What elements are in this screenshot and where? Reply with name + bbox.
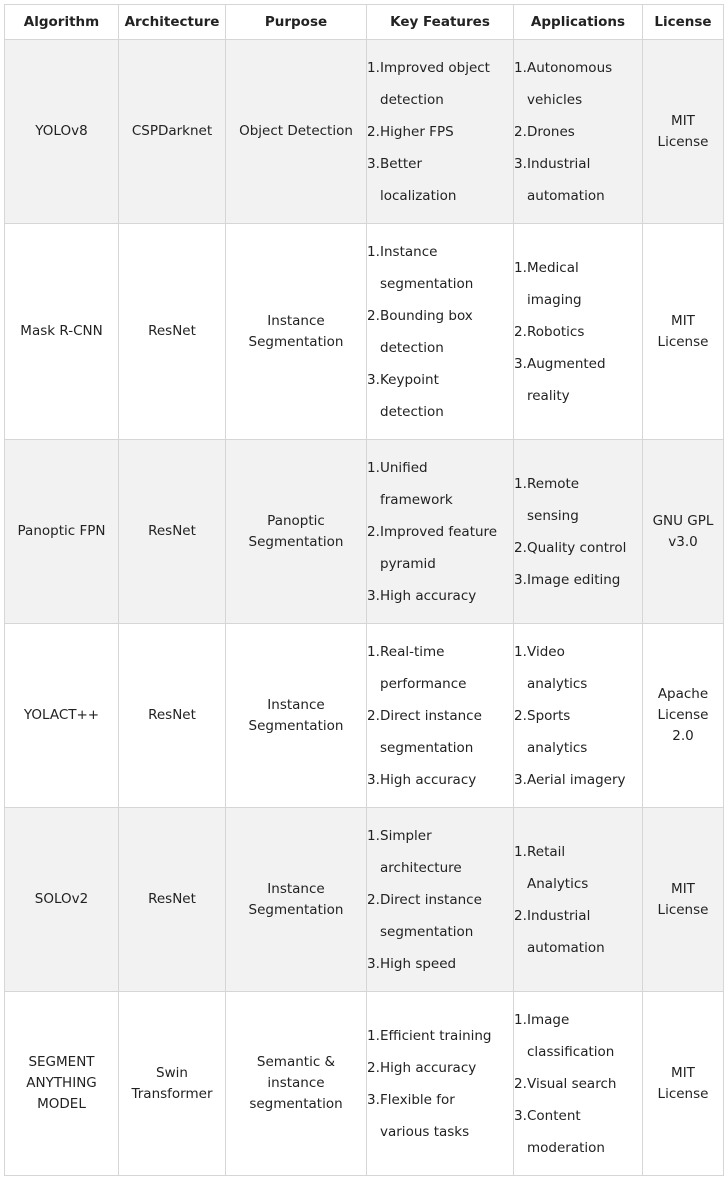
list-item-text: Simpler architecture <box>380 827 462 876</box>
list-item <box>514 532 642 564</box>
list-item <box>514 900 642 964</box>
key-features-cell-list <box>367 52 513 212</box>
architecture-cell: ResNet <box>119 624 226 808</box>
list-number: 1. <box>367 59 380 76</box>
list-item-text: High accuracy <box>380 771 477 788</box>
list-item-text: Augmented reality <box>527 355 606 404</box>
list-item-text: Improved object detection <box>380 59 490 108</box>
list-item <box>514 348 642 412</box>
list-item <box>367 452 513 516</box>
algorithm-cell: Mask R-CNN <box>5 224 119 440</box>
list-item-text: Direct instance segmentation <box>380 707 482 756</box>
header-applications: Applications <box>514 5 643 40</box>
header-row <box>5 5 724 40</box>
list-number: 3. <box>367 1091 380 1108</box>
comparison-table <box>4 4 724 1176</box>
list-number: 2. <box>367 707 380 724</box>
architecture-cell: ResNet <box>119 224 226 440</box>
list-item-text: Robotics <box>527 323 585 340</box>
list-item-text: Image classification <box>527 1011 615 1060</box>
key-features-cell-list <box>367 1020 513 1148</box>
architecture-cell: CSPDarknet <box>119 40 226 224</box>
list-item-text: Sports analytics <box>527 707 588 756</box>
license-cell: MIT License <box>643 992 724 1176</box>
list-item-text: Instance segmentation <box>380 243 474 292</box>
header-key-features: Key Features <box>367 5 514 40</box>
list-number: 2. <box>367 123 380 140</box>
list-item-text: Real-time performance <box>380 643 467 692</box>
list-item <box>514 564 642 596</box>
list-item-text: High speed <box>380 955 457 972</box>
list-item-text: Content moderation <box>527 1107 605 1156</box>
list-item <box>367 884 513 948</box>
list-item <box>514 764 642 796</box>
list-item <box>367 1020 513 1052</box>
list-item <box>514 316 642 348</box>
list-number: 1. <box>367 827 380 844</box>
applications-cell <box>514 808 643 992</box>
list-item <box>514 252 642 316</box>
list-item <box>514 836 642 900</box>
list-number: 1. <box>367 643 380 660</box>
header-license: License <box>643 5 724 40</box>
list-number: 3. <box>367 587 380 604</box>
table-row <box>5 992 724 1176</box>
list-item-text: Video analytics <box>527 643 588 692</box>
list-number: 1. <box>514 843 527 860</box>
list-item-text: Flexible for various tasks <box>380 1091 470 1140</box>
architecture-cell: ResNet <box>119 440 226 624</box>
list-number: 2. <box>367 1059 380 1076</box>
list-number: 2. <box>367 523 380 540</box>
list-number: 1. <box>514 1011 527 1028</box>
architecture-cell: Swin Transformer <box>119 992 226 1176</box>
list-item <box>514 636 642 700</box>
license-cell: Apache License 2.0 <box>643 624 724 808</box>
list-number: 2. <box>367 891 380 908</box>
list-item <box>367 1052 513 1084</box>
list-item-text: Aerial imagery <box>527 771 626 788</box>
purpose-cell: Object Detection <box>226 40 367 224</box>
list-item <box>514 148 642 212</box>
list-number: 3. <box>514 355 527 372</box>
applications-cell <box>514 992 643 1176</box>
list-item <box>514 700 642 764</box>
purpose-cell: Instance Segmentation <box>226 808 367 992</box>
applications-cell-list <box>514 636 642 796</box>
algorithm-cell: Panoptic FPN <box>5 440 119 624</box>
list-number: 3. <box>514 155 527 172</box>
list-item-text: Unified framework <box>380 459 453 508</box>
list-number: 3. <box>514 1107 527 1124</box>
list-number: 1. <box>514 475 527 492</box>
list-item <box>367 516 513 580</box>
license-cell: MIT License <box>643 224 724 440</box>
list-item <box>367 948 513 980</box>
header-architecture: Architecture <box>119 5 226 40</box>
table-row <box>5 624 724 808</box>
purpose-cell: Semantic & instance segmentation <box>226 992 367 1176</box>
applications-cell-list <box>514 468 642 596</box>
purpose-cell: Instance Segmentation <box>226 224 367 440</box>
license-cell: MIT License <box>643 40 724 224</box>
table-row <box>5 40 724 224</box>
list-item-text: Autonomous vehicles <box>527 59 613 108</box>
list-number: 3. <box>367 155 380 172</box>
architecture-cell: ResNet <box>119 808 226 992</box>
list-item-text: Improved feature pyramid <box>380 523 498 572</box>
list-item-text: High accuracy <box>380 587 477 604</box>
list-item <box>367 700 513 764</box>
list-item <box>514 116 642 148</box>
list-item <box>367 52 513 116</box>
applications-cell <box>514 40 643 224</box>
list-item-text: Higher FPS <box>380 123 454 140</box>
key-features-cell <box>367 992 514 1176</box>
list-item <box>367 300 513 364</box>
table-body <box>5 40 724 1176</box>
list-item-text: Drones <box>527 123 575 140</box>
algorithm-cell: SEGMENT ANYTHING MODEL <box>5 992 119 1176</box>
applications-cell <box>514 224 643 440</box>
key-features-cell <box>367 440 514 624</box>
table-row <box>5 808 724 992</box>
license-cell: GNU GPL v3.0 <box>643 440 724 624</box>
list-item-text: Keypoint detection <box>380 371 444 420</box>
header-algorithm: Algorithm <box>5 5 119 40</box>
list-item-text: Image editing <box>527 571 621 588</box>
list-item <box>514 52 642 116</box>
license-cell: MIT License <box>643 808 724 992</box>
list-item-text: Remote sensing <box>527 475 580 524</box>
list-item-text: Efficient training <box>380 1027 492 1044</box>
purpose-cell: Instance Segmentation <box>226 624 367 808</box>
list-item-text: Bounding box detection <box>380 307 473 356</box>
list-number: 1. <box>367 459 380 476</box>
list-item <box>367 580 513 612</box>
applications-cell-list <box>514 836 642 964</box>
applications-cell-list <box>514 252 642 412</box>
list-number: 3. <box>367 955 380 972</box>
list-number: 3. <box>514 571 527 588</box>
key-features-cell <box>367 624 514 808</box>
list-number: 3. <box>514 771 527 788</box>
list-item <box>514 1068 642 1100</box>
algorithm-cell: YOLACT++ <box>5 624 119 808</box>
list-item <box>514 1100 642 1164</box>
list-item-text: Better localization <box>380 155 457 204</box>
list-item <box>367 148 513 212</box>
applications-cell-list <box>514 52 642 212</box>
list-item-text: Industrial automation <box>527 907 605 956</box>
list-number: 2. <box>514 907 527 924</box>
list-item <box>367 364 513 428</box>
header-purpose: Purpose <box>226 5 367 40</box>
list-number: 1. <box>367 243 380 260</box>
applications-cell <box>514 440 643 624</box>
list-item-text: Quality control <box>527 539 627 556</box>
list-item <box>367 116 513 148</box>
list-item <box>367 764 513 796</box>
applications-cell <box>514 624 643 808</box>
list-number: 3. <box>367 371 380 388</box>
applications-cell-list <box>514 1004 642 1164</box>
list-number: 2. <box>367 307 380 324</box>
list-number: 2. <box>514 707 527 724</box>
list-number: 1. <box>514 259 527 276</box>
algorithm-cell: YOLOv8 <box>5 40 119 224</box>
list-item <box>367 1084 513 1148</box>
key-features-cell <box>367 224 514 440</box>
list-item <box>514 1004 642 1068</box>
key-features-cell-list <box>367 236 513 428</box>
list-item-text: Medical imaging <box>527 259 582 308</box>
table-row <box>5 224 724 440</box>
list-item <box>514 468 642 532</box>
list-item <box>367 820 513 884</box>
key-features-cell-list <box>367 820 513 980</box>
key-features-cell-list <box>367 452 513 612</box>
list-item-text: Direct instance segmentation <box>380 891 482 940</box>
list-item <box>367 236 513 300</box>
purpose-cell: Panoptic Segmentation <box>226 440 367 624</box>
list-item <box>367 636 513 700</box>
list-number: 2. <box>514 539 527 556</box>
key-features-cell <box>367 808 514 992</box>
list-number: 1. <box>514 643 527 660</box>
key-features-cell <box>367 40 514 224</box>
list-item-text: Visual search <box>527 1075 617 1092</box>
list-item-text: Industrial automation <box>527 155 605 204</box>
list-number: 1. <box>514 59 527 76</box>
list-number: 2. <box>514 123 527 140</box>
table-row <box>5 440 724 624</box>
list-number: 2. <box>514 1075 527 1092</box>
list-number: 3. <box>367 771 380 788</box>
key-features-cell-list <box>367 636 513 796</box>
list-number: 2. <box>514 323 527 340</box>
list-number: 1. <box>367 1027 380 1044</box>
list-item-text: High accuracy <box>380 1059 477 1076</box>
list-item-text: Retail Analytics <box>527 843 589 892</box>
algorithm-cell: SOLOv2 <box>5 808 119 992</box>
